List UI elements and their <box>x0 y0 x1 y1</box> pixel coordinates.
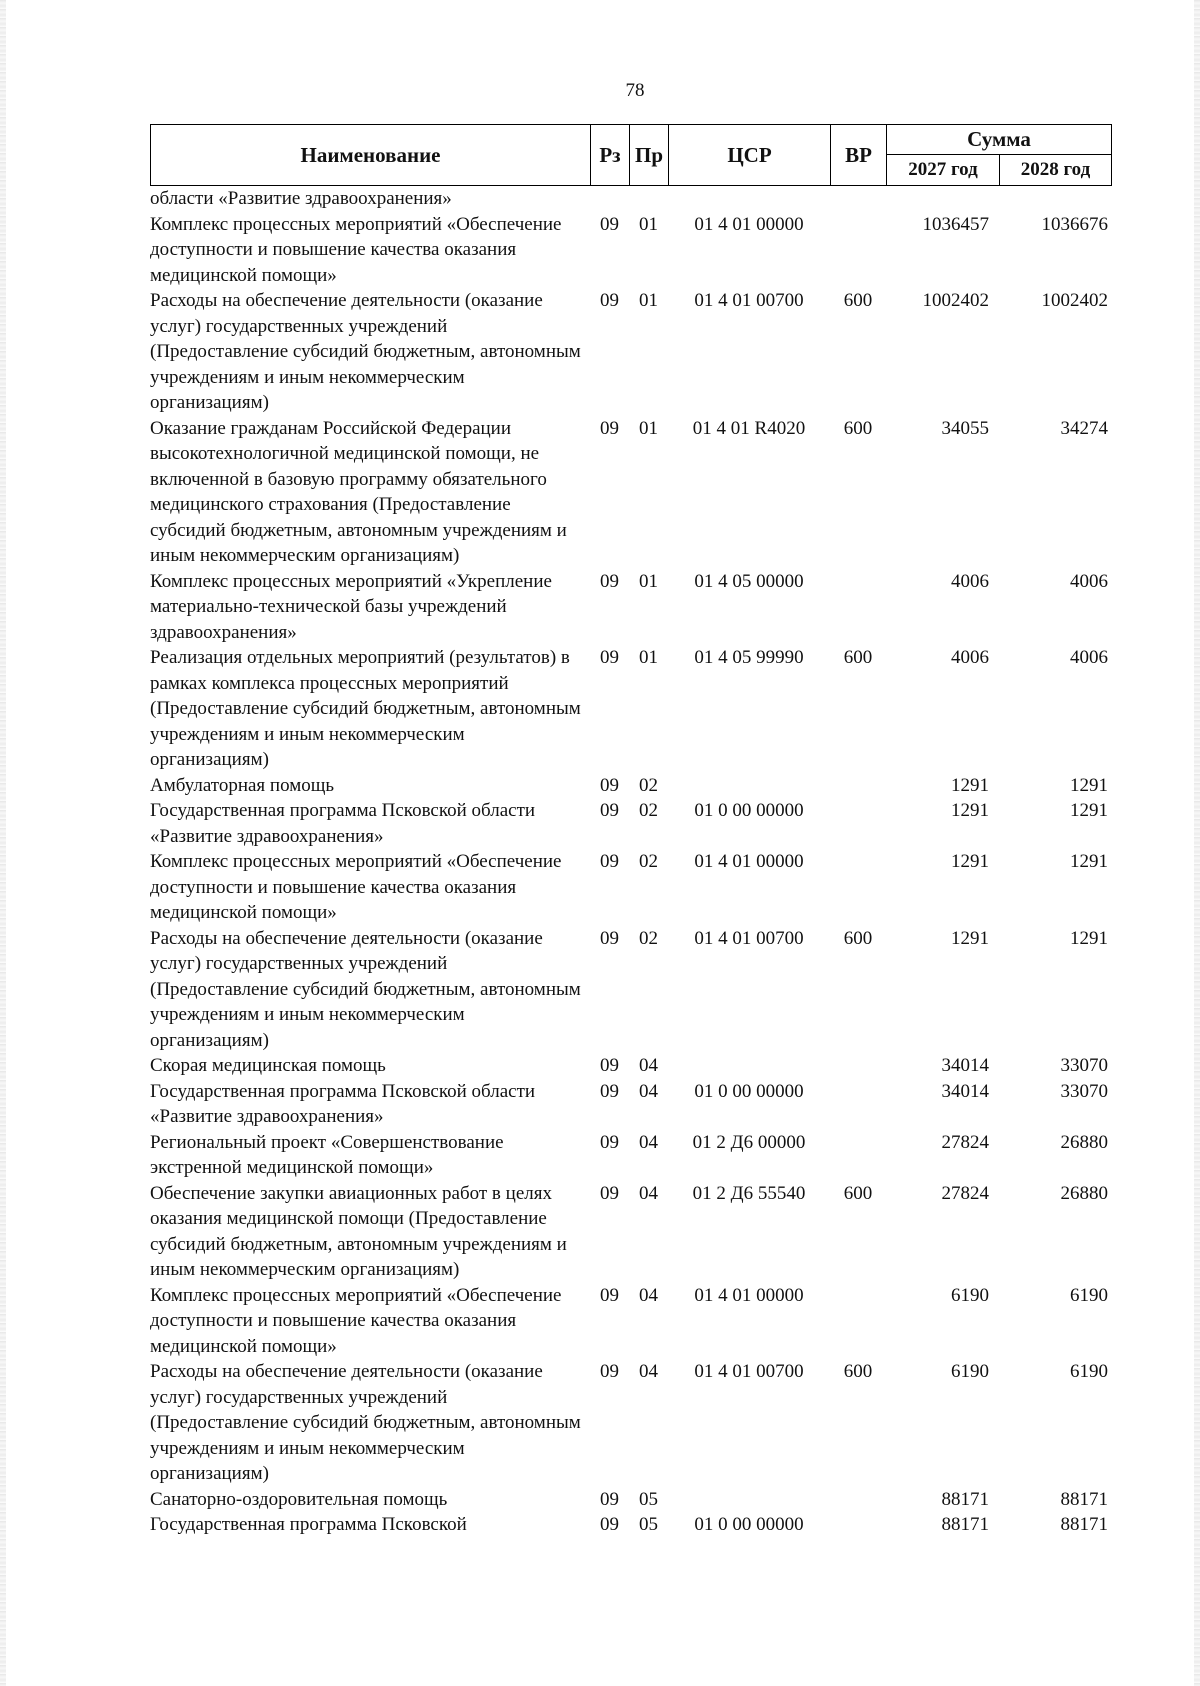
table-header <box>150 124 1112 186</box>
row-sum-2027: 6190 <box>951 1284 989 1306</box>
row-sum-2028: 1291 <box>1070 927 1108 949</box>
row-sum-2028: 4006 <box>1070 570 1108 592</box>
row-rz: 09 <box>600 1361 619 1382</box>
row-vr: 600 <box>843 290 873 311</box>
row-rz: 09 <box>600 1131 619 1153</box>
table-row <box>150 1181 1112 1283</box>
row-name: Комплекс процессных мероприятий «Обеспечение доступности и повышение качества оказания медицинской помощи» <box>150 213 562 286</box>
table-row <box>150 926 1112 1054</box>
row-sum-2028: 88171 <box>1060 1514 1108 1535</box>
row-pr: 02 <box>639 774 658 796</box>
row-rz: 09 <box>600 570 619 592</box>
row-sum-2027: 1002402 <box>922 290 989 311</box>
row-rz: 09 <box>600 1488 619 1510</box>
header-year-2027: 2027 год <box>887 155 1000 185</box>
row-rz: 09 <box>600 774 619 796</box>
header-vr: ВР <box>831 125 887 185</box>
row-csr: 01 4 01 00000 <box>694 851 804 872</box>
row-pr: 01 <box>639 213 658 235</box>
row-pr: 04 <box>639 1055 658 1076</box>
row-name: области «Развитие здравоохранения» <box>150 188 452 209</box>
row-rz: 09 <box>600 290 619 311</box>
row-pr: 04 <box>639 1131 658 1153</box>
table-row <box>150 569 1112 646</box>
row-sum-2027: 34055 <box>941 417 989 439</box>
row-sum-2028: 1291 <box>1070 800 1108 821</box>
row-name: Расходы на обеспечение деятельности (оказание услуг) государственных учреждений (Предоставление субсидий бюджетным, автономным учреждениям и иным некоммерческим организациям) <box>150 290 581 413</box>
row-name: Региональный проект «Совершенствование экстренной медицинской помощи» <box>150 1131 504 1178</box>
row-sum-2027: 4006 <box>951 570 989 592</box>
row-rz: 09 <box>600 1284 619 1306</box>
row-pr: 01 <box>639 647 658 668</box>
row-sum-2027: 1291 <box>951 851 989 872</box>
table-row <box>150 798 1112 849</box>
row-vr: 600 <box>843 1182 873 1204</box>
row-name: Государственная программа Псковской <box>150 1514 467 1535</box>
row-sum-2028: 1036676 <box>1041 213 1108 235</box>
row-name: Санаторно-оздоровительная помощь <box>150 1488 448 1510</box>
row-name: Комплекс процессных мероприятий «Обеспечение доступности и повышение качества оказания медицинской помощи» <box>150 851 562 923</box>
row-csr: 01 4 01 R4020 <box>692 417 806 439</box>
row-vr: 600 <box>843 647 873 668</box>
row-csr: 01 2 Д6 55540 <box>692 1182 806 1204</box>
row-pr: 02 <box>639 851 658 872</box>
page-number: 78 <box>625 80 645 101</box>
row-csr: 01 4 01 00000 <box>694 213 804 235</box>
row-csr: 01 4 05 00000 <box>694 570 804 592</box>
row-rz: 09 <box>600 851 619 872</box>
row-rz: 09 <box>600 1182 619 1204</box>
row-csr: 01 4 01 00700 <box>694 290 804 311</box>
row-sum-2028: 1291 <box>1070 774 1108 796</box>
scan-edge-left <box>0 0 6 1686</box>
row-name: Реализация отдельных мероприятий (результатов) в рамках комплекса процессных мероприятий (Предоставление субсидий бюджетным, автономным учреждениям и иным некоммерческим организациям) <box>150 647 581 770</box>
row-sum-2028: 26880 <box>1060 1182 1108 1204</box>
row-rz: 09 <box>600 1055 619 1076</box>
row-rz: 09 <box>600 927 619 949</box>
row-pr: 01 <box>639 417 658 439</box>
table-row <box>150 1053 1112 1079</box>
row-csr: 01 0 00 00000 <box>694 800 804 821</box>
table-row <box>150 288 1112 416</box>
row-sum-2028: 33070 <box>1060 1055 1108 1076</box>
row-sum-2027: 1291 <box>951 774 989 796</box>
row-sum-2028: 33070 <box>1060 1080 1108 1102</box>
row-rz: 09 <box>600 213 619 235</box>
row-pr: 05 <box>639 1514 658 1535</box>
row-sum-2028: 1291 <box>1070 851 1108 872</box>
header-sum: Сумма <box>887 125 1111 155</box>
row-vr: 600 <box>843 1361 873 1382</box>
row-sum-2027: 88171 <box>941 1514 989 1535</box>
row-csr: 01 0 00 00000 <box>694 1514 804 1535</box>
row-sum-2028: 6190 <box>1070 1284 1108 1306</box>
row-sum-2027: 34014 <box>941 1080 989 1102</box>
table-row <box>150 773 1112 799</box>
row-sum-2027: 88171 <box>941 1488 989 1510</box>
row-vr: 600 <box>843 417 873 439</box>
row-pr: 01 <box>639 570 658 592</box>
row-pr: 02 <box>639 800 658 821</box>
row-pr: 04 <box>639 1080 658 1102</box>
header-rz: Рз <box>591 125 630 185</box>
row-name: Оказание гражданам Российской Федерации высокотехнологичной медицинской помощи, не включенной в базовую программу обязательного медицинского страхования (Предоставление субсидий бюджетным, автономным учреждениям и иным некоммерческим организациям) <box>150 417 567 566</box>
row-rz: 09 <box>600 647 619 668</box>
table-row <box>150 1283 1112 1360</box>
row-rz: 09 <box>600 1080 619 1102</box>
row-csr: 01 4 01 00000 <box>694 1284 804 1306</box>
row-sum-2027: 1291 <box>951 927 989 949</box>
row-csr: 01 0 00 00000 <box>694 1080 804 1102</box>
row-pr: 04 <box>639 1361 658 1382</box>
row-csr: 01 4 01 00700 <box>694 927 804 949</box>
header-year-2028: 2028 год <box>1020 159 1091 180</box>
row-rz: 09 <box>600 417 619 439</box>
table-row <box>150 186 1112 212</box>
row-name: Обеспечение закупки авиационных работ в целях оказания медицинской помощи (Предоставление субсидий бюджетным, автономным учреждениям и иным некоммерческим организациям) <box>150 1182 567 1280</box>
row-csr: 01 4 05 99990 <box>694 647 804 668</box>
row-csr: 01 4 01 00700 <box>694 1361 804 1382</box>
row-pr: 01 <box>639 290 658 311</box>
row-sum-2027: 34014 <box>941 1055 989 1076</box>
row-csr: 01 2 Д6 00000 <box>692 1131 806 1153</box>
row-pr: 05 <box>639 1488 658 1510</box>
row-name: Государственная программа Псковской области «Развитие здравоохранения» <box>150 800 536 847</box>
row-sum-2027: 4006 <box>951 647 989 668</box>
row-name: Скорая медицинская помощь <box>150 1055 386 1076</box>
row-pr: 04 <box>639 1284 658 1306</box>
table-row <box>150 416 1112 569</box>
table-row <box>150 645 1112 773</box>
row-sum-2027: 27824 <box>941 1131 989 1153</box>
header-name: Наименование <box>151 125 591 185</box>
row-name: Комплекс процессных мероприятий «Обеспечение доступности и повышение качества оказания медицинской помощи» <box>150 1284 562 1357</box>
table-row <box>150 849 1112 926</box>
row-name: Амбулаторная помощь <box>150 774 335 796</box>
row-sum-2027: 1291 <box>951 800 989 821</box>
row-sum-2027: 1036457 <box>922 213 989 235</box>
row-rz: 09 <box>600 800 619 821</box>
row-sum-2028: 34274 <box>1060 417 1108 439</box>
row-pr: 02 <box>639 927 658 949</box>
table-row <box>150 1130 1112 1181</box>
row-pr: 04 <box>639 1182 658 1204</box>
row-name: Государственная программа Псковской области «Развитие здравоохранения» <box>150 1080 536 1127</box>
row-name: Расходы на обеспечение деятельности (оказание услуг) государственных учреждений (Предоставление субсидий бюджетным, автономным учреждениям и иным некоммерческим организациям) <box>150 927 581 1051</box>
table-row <box>150 1359 1112 1487</box>
row-sum-2028: 26880 <box>1060 1131 1108 1153</box>
row-rz: 09 <box>600 1514 619 1535</box>
row-sum-2027: 27824 <box>941 1182 989 1204</box>
row-name: Комплекс процессных мероприятий «Укрепление материально-технической базы учреждений здравоохранения» <box>150 570 552 643</box>
row-name: Расходы на обеспечение деятельности (оказание услуг) государственных учреждений (Предоставление субсидий бюджетным, автономным учреждениям и иным некоммерческим организациям) <box>150 1361 581 1484</box>
row-sum-2027: 6190 <box>951 1361 989 1382</box>
table-row <box>150 1487 1112 1513</box>
row-vr: 600 <box>843 927 873 949</box>
table-row <box>150 1512 1112 1538</box>
row-sum-2028: 1002402 <box>1041 290 1108 311</box>
row-sum-2028: 4006 <box>1070 647 1108 668</box>
row-sum-2028: 6190 <box>1070 1361 1108 1382</box>
header-csr: ЦСР <box>669 125 831 185</box>
table-row <box>150 212 1112 289</box>
scan-edge-right <box>1194 0 1200 1686</box>
table-body <box>150 186 1112 1538</box>
table-row <box>150 1079 1112 1130</box>
row-sum-2028: 88171 <box>1060 1488 1108 1510</box>
header-pr: Пр <box>630 125 669 185</box>
